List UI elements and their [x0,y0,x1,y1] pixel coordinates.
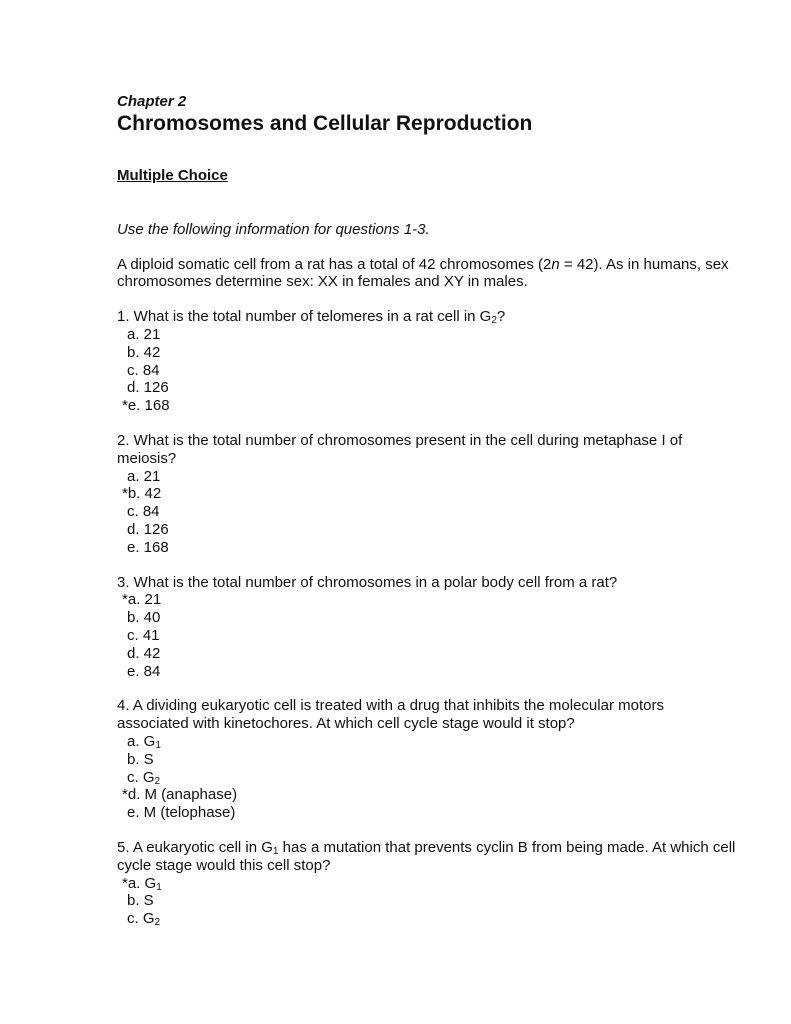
question-4 [117,697,737,822]
answer-option-label: b. S [127,892,154,910]
answer-option-label: d. 42 [127,644,161,662]
question-stem-text-end: ? [496,308,506,326]
answer-option-label: e. 84 [127,662,161,680]
question-stem [117,574,737,592]
answer-option-label: c. 84 [127,503,160,521]
answer-option-label: *a. 21 [122,591,162,609]
question-3 [117,574,737,681]
answer-option-correct [117,786,737,804]
answer-option-label: b. S [127,750,154,768]
section-heading: Multiple Choice [117,167,228,184]
question-stem-subscript: 1 [272,845,279,857]
answer-option-subscript: 2 [154,775,161,787]
chapter-title: Chromosomes and Cellular Reproduction [117,112,533,135]
question-stem [117,432,737,468]
answer-option-label: b. 40 [127,609,161,627]
answer-option-correct [117,875,737,893]
answer-option [117,344,737,362]
answer-option-label: e. M (telophase) [127,804,236,822]
answer-option [117,362,737,380]
intro-text-part2: = 42). As in humans, sex chromosomes determine sex: XX in females and XY in males. [117,255,729,291]
instruction-text: Use the following information for questions 1-3. [117,220,430,238]
question-stem-text: 4. A dividing eukaryotic cell is treated with a drug that inhibits the molecular motors associated with kinetochores. At which cell cycle stage would it stop? [117,697,664,733]
answer-option-label: d. 126 [127,379,169,397]
answer-option-label: c. G [127,768,155,786]
answer-option [117,892,737,910]
answer-option-label: *b. 42 [122,485,162,503]
question-2 [117,432,737,557]
answer-option-label: d. 126 [127,520,169,538]
answer-option [117,503,737,521]
question-5 [117,839,737,928]
answer-option [117,468,737,486]
answer-option-label: a. 21 [127,325,161,343]
answer-option [117,379,737,397]
question-stem-subscript: 2 [491,315,497,327]
intro-paragraph [117,256,737,292]
question-stem-text-end: has a mutation that prevents cyclin B from being made. At which cell cycle stage would this cell stop? [117,838,736,874]
answer-option [117,627,737,645]
question-stem-text: 5. A eukaryotic cell in G [117,838,273,856]
answer-option [117,804,737,822]
answer-option-label: *a. G [122,874,157,892]
answer-option [117,539,737,557]
answer-option-label: c. 84 [127,361,160,379]
intro-variable-n: n [551,255,560,273]
answer-option [117,326,737,344]
answer-option-label: a. G [127,732,156,750]
question-stem [117,308,737,326]
answer-option-label: b. 42 [127,343,161,361]
answer-option [117,609,737,627]
answer-option-label: c. 41 [127,626,160,644]
answer-option [117,521,737,539]
question-list [117,308,737,928]
answer-option-correct [117,591,737,609]
answer-option-label: *e. 168 [122,397,170,415]
answer-option [117,733,737,751]
answer-option-label: e. 168 [127,538,169,556]
answer-option-subscript: 1 [155,739,161,751]
answer-option [117,645,737,663]
answer-option [117,663,737,681]
answer-option-label: a. 21 [127,467,161,485]
answer-option [117,910,737,928]
question-stem [117,839,737,875]
answer-option-correct [117,485,737,503]
document-page [117,93,737,928]
answer-option-label: *d. M (anaphase) [122,786,238,804]
question-stem-text: 3. What is the total number of chromosomes in a polar body cell from a rat? [117,573,618,591]
chapter-label: Chapter 2 [117,93,187,110]
question-stem-text: 2. What is the total number of chromosomes present in the cell during metaphase I of meiosis? [117,431,683,467]
question-1 [117,308,737,415]
answer-option-subscript: 2 [154,917,161,929]
intro-text-part1: A diploid somatic cell from a rat has a total of 42 chromosomes (2 [117,255,552,273]
question-stem-text: 1. What is the total number of telomeres in a rat cell in G [117,308,492,326]
question-stem [117,697,737,733]
answer-option-label: c. G [127,910,155,928]
answer-option [117,769,737,787]
answer-option-subscript: 1 [156,881,162,893]
answer-option [117,751,737,769]
answer-option-correct [117,397,737,415]
